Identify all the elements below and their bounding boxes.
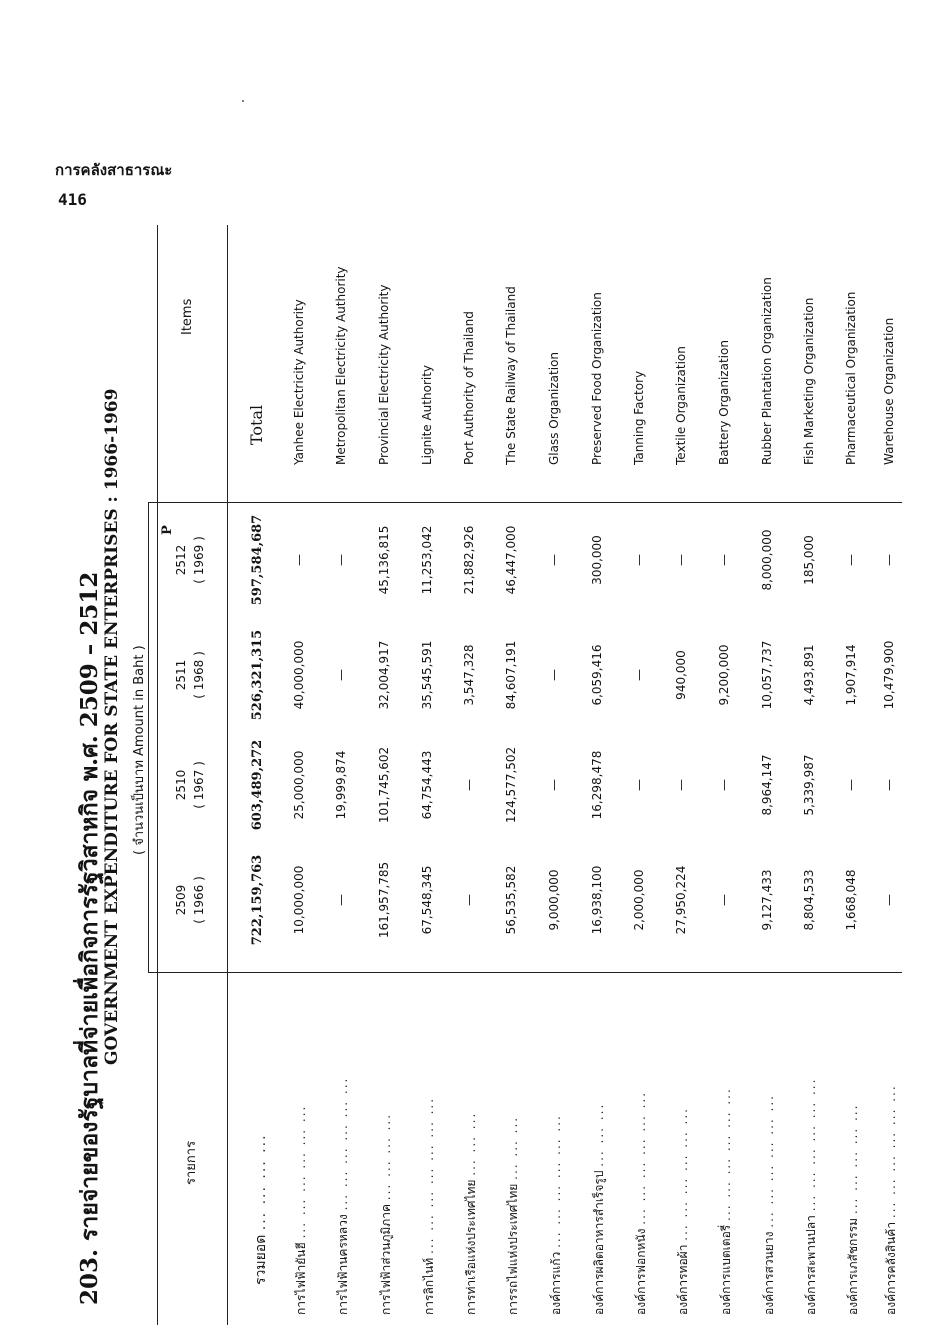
value-cell: 124,577,502 xyxy=(504,746,518,824)
value-cell: 9,200,000 xyxy=(717,644,731,706)
value-cell: — xyxy=(674,779,688,791)
leader-dots: ... ... ... ... ... ... xyxy=(762,1094,776,1228)
value-cell: 67,548,345 xyxy=(420,865,434,935)
value-cell: 11,253,042 xyxy=(420,525,434,595)
value-cell: — xyxy=(547,554,561,566)
row-label-text: องค์การเภสัชกรรม xyxy=(846,1217,860,1315)
row-label-english: Fish Marketing Organization xyxy=(802,297,816,465)
value-cell: 5,339,987 xyxy=(802,754,816,816)
value-cell: — xyxy=(334,554,348,566)
value-cell: 9,000,000 xyxy=(547,869,561,931)
table-title-english: GOVERNMENT EXPENDITURE FOR STATE ENTERPRISES : 1966-1969 xyxy=(102,388,122,1065)
year-ce: ( 1966 ) xyxy=(192,876,206,924)
row-label-english: Preserved Food Organization xyxy=(590,292,604,465)
value-cell: 19,999,874 xyxy=(334,750,348,820)
value-cell: 940,000 xyxy=(674,650,688,700)
row-label-english: Warehouse Organization xyxy=(882,317,896,465)
value-cell: — xyxy=(462,894,476,906)
row-label-text: องค์การผลิตอาหารสำเร็จรูป xyxy=(592,1170,606,1315)
row-label-thai xyxy=(292,995,311,1315)
value-cell: 56,535,582 xyxy=(504,865,518,935)
row-label-thai xyxy=(334,995,353,1315)
leader-dots: ... ... ... ... ... ... xyxy=(336,1076,350,1211)
leader-dots: ... ... ... ... ... ... xyxy=(549,1114,563,1248)
value-cell: 10,057,737 xyxy=(760,640,774,710)
value-cell: — xyxy=(717,894,731,906)
row-label-english: Textile Organization xyxy=(674,346,688,465)
row-label-english: Port Authority of Thailand xyxy=(462,311,476,465)
row-label-thai xyxy=(802,995,821,1315)
amount-header-rule xyxy=(148,503,149,973)
row-label-text: องค์การคลังสินค้า xyxy=(884,1221,898,1315)
value-cell: 10,479,900 xyxy=(882,640,896,710)
value-cell: — xyxy=(547,669,561,681)
items-header-thai: รายการ xyxy=(184,1140,199,1185)
year-th: 2512 xyxy=(174,544,188,576)
row-label-thai xyxy=(420,995,439,1315)
items-header-english: Items xyxy=(180,298,195,335)
value-cell: 161,957,785 xyxy=(377,861,391,939)
value-cell: 16,298,478 xyxy=(590,750,604,820)
leader-dots: ... ... ... ... ... ... xyxy=(294,1104,308,1239)
total-2511: 526,321,315 xyxy=(250,629,265,721)
year-th: 2510 xyxy=(174,769,188,801)
value-cell: 64,754,443 xyxy=(420,750,434,820)
table-title-thai: 203. รายจ่ายของรัฐบาลที่จ่ายเพื่อกิจการรัฐวิสาหกิจ พ.ศ. 2509 – 2512 xyxy=(76,571,103,1305)
row-label-text: องค์การสวนยาง xyxy=(762,1231,776,1315)
row-label-english: Glass Organization xyxy=(547,351,561,465)
leader-dots: ... ... ... ... ... ... xyxy=(804,1077,818,1212)
value-cell: 32,004,917 xyxy=(377,640,391,710)
year-header-2511 xyxy=(172,610,208,740)
row-label-thai xyxy=(590,995,609,1315)
row-label-text: การลิกไนท์ xyxy=(422,1257,436,1315)
value-cell: — xyxy=(882,779,896,791)
preliminary-mark: P xyxy=(160,525,175,535)
value-cell: — xyxy=(674,554,688,566)
value-cell: — xyxy=(334,894,348,906)
row-label-thai xyxy=(882,995,901,1315)
row-label-text: การไฟฟ้ายันฮี xyxy=(294,1242,308,1315)
row-label-text: รวมยอด xyxy=(253,1234,269,1285)
value-cell: — xyxy=(632,554,646,566)
leader-dots: ... ... ... ... ... ... ... xyxy=(422,1096,436,1254)
row-label-english: Tanning Factory xyxy=(632,370,646,465)
value-cell: 35,545,591 xyxy=(420,640,434,710)
value-cell: — xyxy=(844,779,858,791)
value-cell: — xyxy=(292,554,306,566)
year-ce: ( 1969 ) xyxy=(192,536,206,584)
year-th: 2509 xyxy=(174,884,188,916)
value-cell: — xyxy=(717,779,731,791)
row-label-thai xyxy=(547,995,566,1315)
row-label-english: Battery Organization xyxy=(717,340,731,465)
leader-dots: ... ... ... xyxy=(506,1115,520,1180)
table-top-rule xyxy=(157,225,158,1325)
row-label-english: The State Railway of Thailand xyxy=(504,286,518,465)
row-label-thai xyxy=(760,995,779,1315)
leader-dots: ... ... ... ... ... ... xyxy=(884,1084,898,1219)
value-cell: — xyxy=(632,779,646,791)
value-cell: 8,804,533 xyxy=(802,869,816,931)
row-label-text: การรถไฟแห่งประเทศไทย xyxy=(506,1183,520,1315)
total-2509: 722,159,763 xyxy=(250,854,265,946)
value-cell: — xyxy=(632,669,646,681)
speck xyxy=(242,100,244,102)
value-cell: 46,447,000 xyxy=(504,525,518,595)
year-header-2509 xyxy=(172,835,208,965)
year-ce: ( 1967 ) xyxy=(192,761,206,809)
leader-dots: ... ... ... xyxy=(464,1111,478,1176)
row-label-thai xyxy=(674,995,693,1315)
year-header-2512 xyxy=(172,495,208,625)
value-cell: 21,882,926 xyxy=(462,525,476,595)
value-cell: 1,668,048 xyxy=(844,869,858,931)
value-cell: 6,059,416 xyxy=(590,644,604,706)
row-label-english: Pharmaceutical Organization xyxy=(844,291,858,465)
value-cell: 4,493,891 xyxy=(802,644,816,706)
value-cell: — xyxy=(547,779,561,791)
value-cell: — xyxy=(844,554,858,566)
rotated-table xyxy=(72,225,902,1325)
value-cell: 300,000 xyxy=(590,535,604,585)
value-cell: 45,136,815 xyxy=(377,525,391,595)
value-cell: — xyxy=(717,554,731,566)
row-label-english: Yanhee Electricity Authority xyxy=(292,299,306,465)
row-label-text: องค์การสะพานปลา xyxy=(804,1215,818,1315)
value-cell: — xyxy=(334,669,348,681)
row-label-text: การไฟฟ้านครหลวง xyxy=(336,1214,350,1315)
row-label-text: การไฟฟ้าส่วนภูมิภาค xyxy=(379,1204,393,1315)
value-cell: 16,938,100 xyxy=(590,865,604,935)
leader-dots: ... ... ... ... ... ... xyxy=(676,1107,690,1241)
leader-dots: ... ... ... ... ... ... xyxy=(719,1087,733,1221)
value-cell: 3,547,328 xyxy=(462,644,476,706)
row-label-thai xyxy=(717,995,736,1315)
total-2510: 603,489,272 xyxy=(250,739,265,831)
leader-dots: ... ... ... ... xyxy=(253,1133,269,1231)
row-label-text: องค์การแก้ว xyxy=(549,1251,563,1315)
year-th: 2511 xyxy=(174,659,188,691)
row-label-thai xyxy=(844,995,863,1315)
row-label-text: องค์การทอผ้า xyxy=(676,1244,690,1315)
value-cell: — xyxy=(882,894,896,906)
value-cell: 101,745,602 xyxy=(377,746,391,824)
value-cell: 2,000,000 xyxy=(632,869,646,931)
row-label-english: Total xyxy=(247,404,266,445)
value-cell: 10,000,000 xyxy=(292,865,306,935)
row-label-english: Provincial Electricity Authority xyxy=(377,284,391,465)
value-cell: — xyxy=(462,779,476,791)
row-label-thai xyxy=(504,995,523,1315)
row-label-english: Metropolitan Electricity Authority xyxy=(334,266,348,465)
row-label-english: Rubber Plantation Organization xyxy=(760,277,774,465)
year-ce: ( 1968 ) xyxy=(192,651,206,699)
value-cell: 27,950,224 xyxy=(674,865,688,935)
unit-note: ( จำนวนเป็นบาท Amount in Baht ) xyxy=(132,645,147,855)
row-label-english: Lignite Authority xyxy=(420,364,434,465)
value-cell: 84,607,191 xyxy=(504,640,518,710)
table-header-rule xyxy=(227,225,228,1325)
value-cell: 40,000,000 xyxy=(292,640,306,710)
row-label-text: องค์การแบตเตอรี่ xyxy=(719,1224,733,1315)
value-cell: 1,907,914 xyxy=(844,644,858,706)
total-2512: 597,584,687 xyxy=(250,514,265,606)
row-label-text: การท่าเรือแห่งประเทศไทย xyxy=(464,1179,478,1315)
value-cell: 8,964,147 xyxy=(760,754,774,816)
page-number: 416 xyxy=(58,190,87,209)
section-header: การคลังสาธารณะ xyxy=(55,161,173,179)
leader-dots: ... ... ... ... ... xyxy=(846,1103,860,1215)
row-label-thai xyxy=(377,995,396,1315)
row-label-text: องค์การฟอกหนัง xyxy=(634,1228,648,1315)
value-cell: 185,000 xyxy=(802,535,816,585)
leader-dots: ... ... ... ... ... ... xyxy=(634,1090,648,1225)
row-label-thai xyxy=(250,965,272,1285)
value-cell: — xyxy=(882,554,896,566)
row-label-thai xyxy=(462,995,481,1315)
leader-dots: ... ... ... xyxy=(592,1102,606,1167)
leader-dots: ... ... ... ... xyxy=(379,1112,393,1201)
value-cell: 25,000,000 xyxy=(292,750,306,820)
row-label-thai xyxy=(632,995,651,1315)
value-cell: 8,000,000 xyxy=(760,529,774,591)
value-cell: 9,127,433 xyxy=(760,869,774,931)
